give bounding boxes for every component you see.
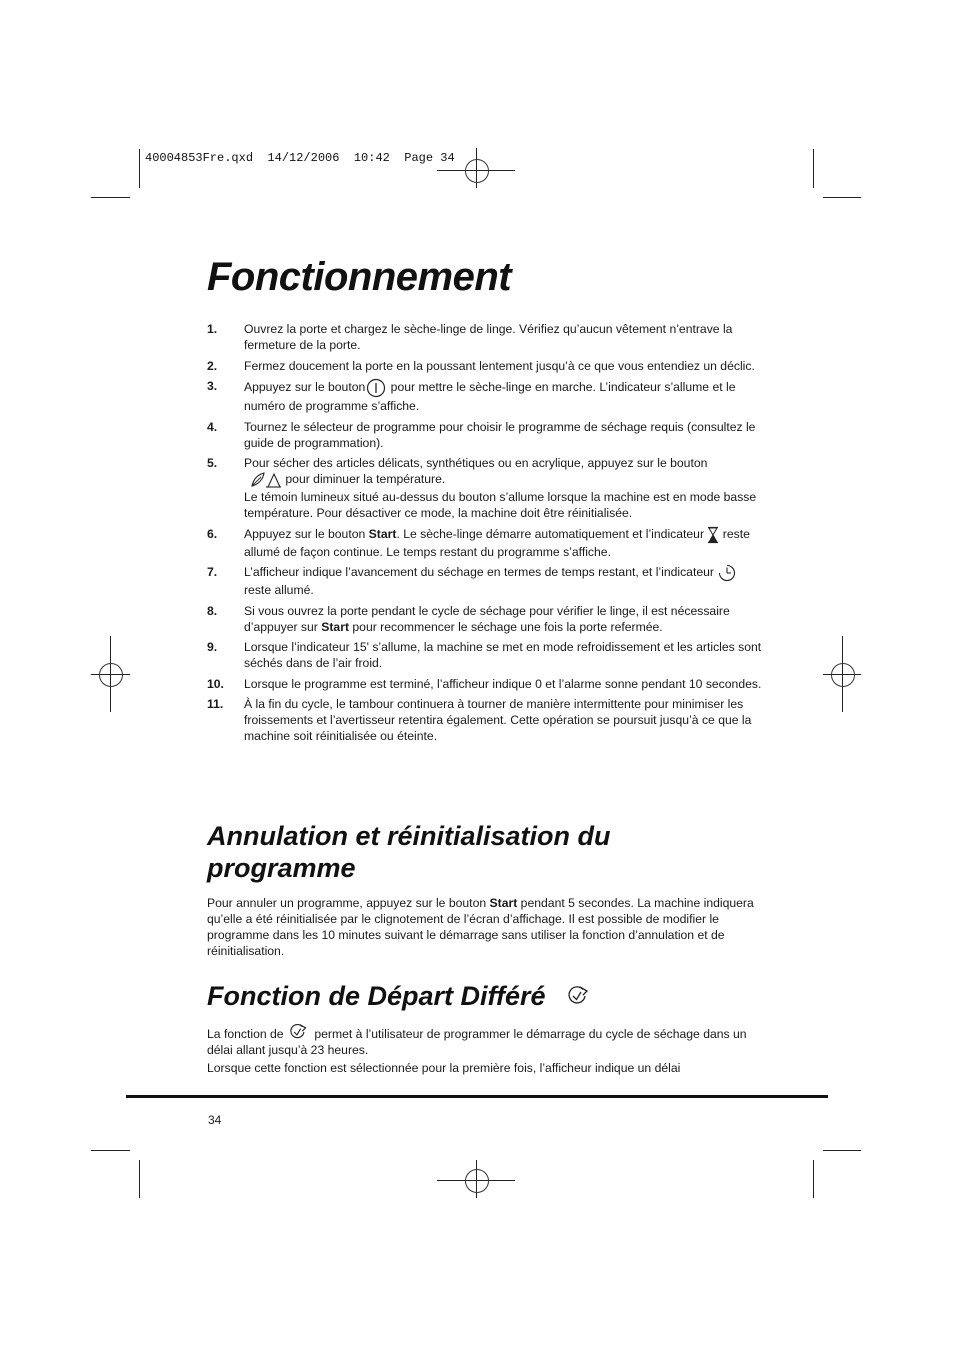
- crop-mark: [813, 1160, 814, 1198]
- page-number: 34: [208, 1113, 222, 1127]
- page-title: Fonctionnement: [207, 255, 512, 299]
- crop-mark: [813, 149, 814, 188]
- list-item: 2. Fermez doucement la porte en la poussant lentement jusqu’à ce que vous entendiez un déclic.: [207, 358, 755, 373]
- list-item: 11. À la fin du cycle, le tambour continuera à tourner de manière intermittente pour minimiser les froissements et l’avertisseur retentira également. Cette opération se poursuit jusqu’à ce que la machine soit réinitialisée ou éteinte.: [207, 697, 752, 743]
- power-icon: [365, 378, 387, 398]
- list-item: 3. Appuyez sur le bouton pour mettre le sèche-linge en marche. L’indicateur s’allume et le numéro de programme s’affiche.: [207, 379, 736, 413]
- list-item: 5. Pour sécher des articles délicats, synthétiques ou en acrylique, appuyez sur le bouton pour diminuer la température. Le témoin lumineux situé au-dessus du bouton s’allume lorsque la machine est en mode basse température. Pour désactiver ce mode, la machine doit être réinitialisée.: [207, 456, 757, 520]
- crop-mark: [139, 149, 140, 188]
- crop-mark: [823, 1150, 861, 1151]
- list-item: 4. Tournez le sélecteur de programme pour choisir le programme de séchage requis (consultez le guide de programmation).: [207, 419, 756, 450]
- list-item: 7. L’afficheur indique l’avancement du séchage en termes de temps restant, et l’indicateur reste allumé.: [207, 564, 762, 598]
- hourglass-icon: [707, 526, 719, 544]
- crop-mark: [823, 197, 861, 198]
- section-paragraph: Lorsque cette fonction est sélectionnée pour la première fois, l’afficheur indique un délai: [207, 1061, 681, 1075]
- clock-icon: [717, 564, 737, 582]
- steps-list: [207, 321, 762, 749]
- section-heading-cancel-reset: Annulation et réinitialisation du programme: [207, 821, 611, 883]
- crop-mark: [139, 1160, 140, 1198]
- crop-mark: [91, 1150, 130, 1151]
- crop-mark: [91, 197, 130, 198]
- delay-start-icon: [287, 1023, 311, 1041]
- list-item: 8. Si vous ouvrez la porte pendant le cycle de séchage pour vérifier le linge, il est nécessaire d’appuyer sur Start pour recommencer le séchage une fois la porte refermée.: [207, 603, 730, 634]
- section-paragraph: La fonction de permet à l’utilisateur de programmer le démarrage du cycle de séchage dans un délai allant jusqu’à 23 heures.: [207, 1023, 760, 1058]
- list-item: 9. Lorsque l’indicateur 15' s’allume, la machine se met en mode refroidissement et les articles sont séchés dans de l’air froid.: [207, 640, 762, 670]
- delay-start-icon: [566, 985, 592, 1007]
- section-paragraph: Pour annuler un programme, appuyez sur le bouton Start pendant 5 secondes. La machine indiquera qu’elle a été réinitialisée par le clignotement de l’écran d’affichage. Il est possible de modifier le programme dans les 10 minutes suivant le démarrage sans utiliser la fonction d’annulation et de réinitialisation.: [207, 896, 754, 958]
- low-temperature-icon: [248, 471, 282, 489]
- list-item: 10. Lorsque le programme est terminé, l’afficheur indique 0 et l’alarme sonne pendant 10 secondes.: [207, 676, 762, 691]
- printer-slug: 40004853Fre.qxd 14/12/2006 10:42 Page 34: [145, 151, 455, 165]
- list-item: 6. Appuyez sur le bouton Start. Le sèche-linge démarre automatiquement et l’indicateur reste allumé de façon continue. Le temps restant du programme s’affiche.: [207, 526, 750, 559]
- section-heading-delay-start: Fonction de Départ Différé: [207, 980, 767, 1012]
- list-item: 1. Ouvrez la porte et chargez le sèche-linge de linge. Vérifiez qu’aucun vêtement n’entrave la fermeture de la porte.: [207, 322, 733, 352]
- footer-rule: [126, 1095, 828, 1098]
